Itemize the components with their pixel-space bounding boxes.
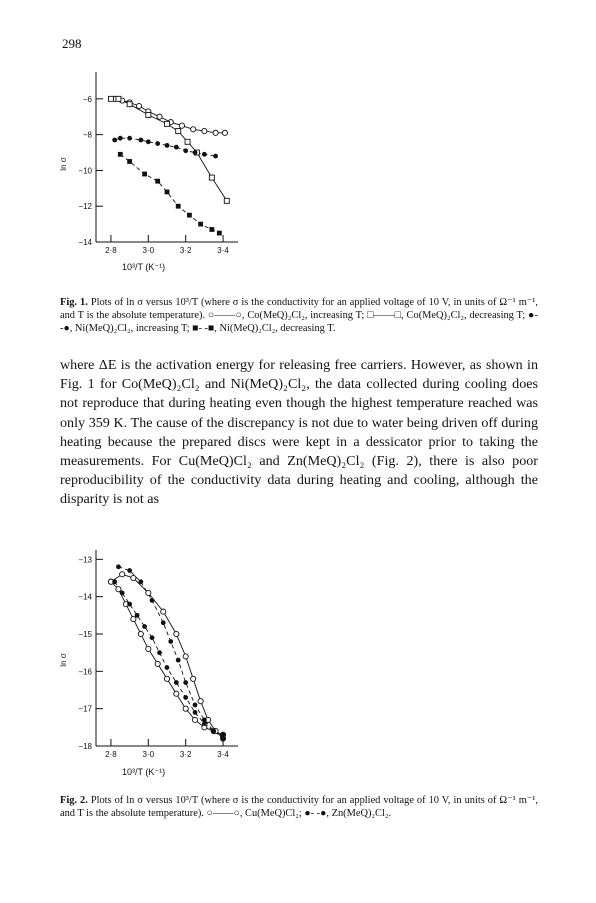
fig2-point [165, 665, 170, 670]
fig2-point [127, 602, 132, 607]
fig2-point [157, 650, 162, 655]
fig2-x-tick-label: 3·0 [142, 750, 155, 759]
fig1-x-tick-label: 3·2 [179, 246, 192, 255]
fig1-x-tick-label: 3·4 [217, 246, 229, 255]
fig1-y-tick-label: −12 [78, 202, 92, 212]
fig2-point [135, 613, 140, 618]
figure-1-x-axis-label: 10³/T (K⁻¹) [122, 262, 166, 272]
fig2-point [142, 624, 147, 629]
fig2-y-tick-label: −13 [78, 555, 92, 565]
fig2-point [155, 661, 160, 666]
fig2-point [150, 598, 155, 603]
fig2-point [168, 639, 173, 644]
figure-1-y-axis-label: ln σ [59, 157, 68, 171]
fig2-point [183, 680, 188, 685]
fig2-point [202, 717, 207, 722]
figure-2-points [108, 564, 225, 741]
fig2-point [150, 635, 155, 640]
fig2-x-tick-label: 3·2 [179, 750, 192, 759]
fig2-x-tick-label: 2·8 [105, 750, 117, 759]
fig2-point [174, 680, 179, 685]
figure-2-y-axis-label: ln σ [59, 653, 68, 667]
fig2-point [183, 695, 188, 700]
figure-2-caption-label: Fig. 2. [60, 795, 88, 806]
page-number: 298 [62, 36, 82, 51]
fig2-point [112, 579, 117, 584]
fig2-x-tick-label: 3·4 [217, 750, 229, 759]
fig2-point [174, 691, 179, 696]
fig2-series-line [118, 567, 223, 739]
fig2-point [116, 587, 121, 592]
figure-2-x-axis-label: 10³/T (K⁻¹) [122, 767, 166, 777]
fig2-point [120, 591, 125, 596]
fig2-point [161, 620, 166, 625]
fig2-point [198, 699, 203, 704]
figure-2-caption-text: Plots of ln σ versus 10³/T (where σ is the conductivity for an applied voltage of 10 V, in units of Ω⁻¹ m⁻¹, and T is the absolute temperature). ○——○, Cu(MeQ)Cl₂; ●- -●, Zn(MeQ)₂Cl₂. [60, 795, 538, 819]
fig2-point [146, 590, 151, 595]
fig2-point [116, 564, 121, 569]
fig2-point [120, 572, 125, 577]
fig2-point [192, 717, 197, 722]
figure-2-caption [60, 794, 538, 820]
fig1-y-tick-label: −10 [78, 166, 92, 176]
fig1-y-tick-label: −6 [82, 94, 92, 104]
fig2-y-tick-label: −14 [78, 592, 92, 602]
fig2-y-tick-label: −17 [78, 704, 92, 714]
fig2-point [183, 706, 188, 711]
fig1-x-tick-label: 2·8 [105, 246, 117, 255]
fig2-point [191, 676, 196, 681]
fig1-y-tick-label: −8 [82, 130, 92, 140]
fig2-y-tick-label: −15 [78, 630, 92, 639]
fig2-point [211, 729, 216, 734]
fig2-point [164, 676, 169, 681]
fig2-y-tick-label: −16 [78, 667, 92, 677]
fig2-series-line [111, 574, 223, 738]
fig2-point [221, 736, 226, 741]
fig2-point [193, 703, 198, 708]
body-paragraph: where ΔE is the activation energy for releasing free carriers. However, as shown in Fig. 1 for Co(MeQ)₂Cl₂ and Ni(MeQ)₂Cl₂, the data collected during cooling does not reproduce that during heating even though the highest temperature reached was only 359 K. The cause of the discrepancy is not due to water being driven off during heating because the prepared discs were kept in a dessicator prior to taking the measurements. For Cu(MeQ)Cl₂ and Zn(MeQ)₂Cl₂ (Fig. 2), there is also poor reproducibility of the conductivity data during heating and cooling, although the disparity is not as [60, 357, 538, 508]
fig2-point [193, 710, 198, 715]
fig2-point [174, 631, 179, 636]
fig2-point [138, 579, 143, 584]
figure-2-lines [111, 567, 223, 739]
figure-1-caption-text: Plots of ln σ versus 10³/T (where σ is the conductivity for an applied voltage of 10 V, in units of Ω⁻¹ m⁻¹, and T is the absolute temperature). ○——○, Co(MeQ)₂Cl₂, increasing T; □——□, Co(MeQ)₂Cl₂, decreasing T; ●- -●, Ni(MeQ)₂Cl₂, increasing T; ■- -■, Ni(MeQ)₂Cl₂, decreasing T. [60, 297, 538, 334]
fig2-point [138, 631, 143, 636]
fig2-point [161, 609, 166, 614]
figure-1-caption-label: Fig. 1. [60, 297, 88, 308]
fig1-x-tick-label: 3·0 [142, 246, 155, 255]
fig2-point [146, 646, 151, 651]
fig1-y-tick-label: −14 [78, 238, 92, 247]
fig2-point [131, 616, 136, 621]
fig2-point [127, 568, 132, 573]
fig2-point [131, 575, 136, 580]
fig2-point [176, 658, 181, 663]
fig2-point [183, 654, 188, 659]
fig2-y-tick-label: −18 [78, 742, 92, 751]
